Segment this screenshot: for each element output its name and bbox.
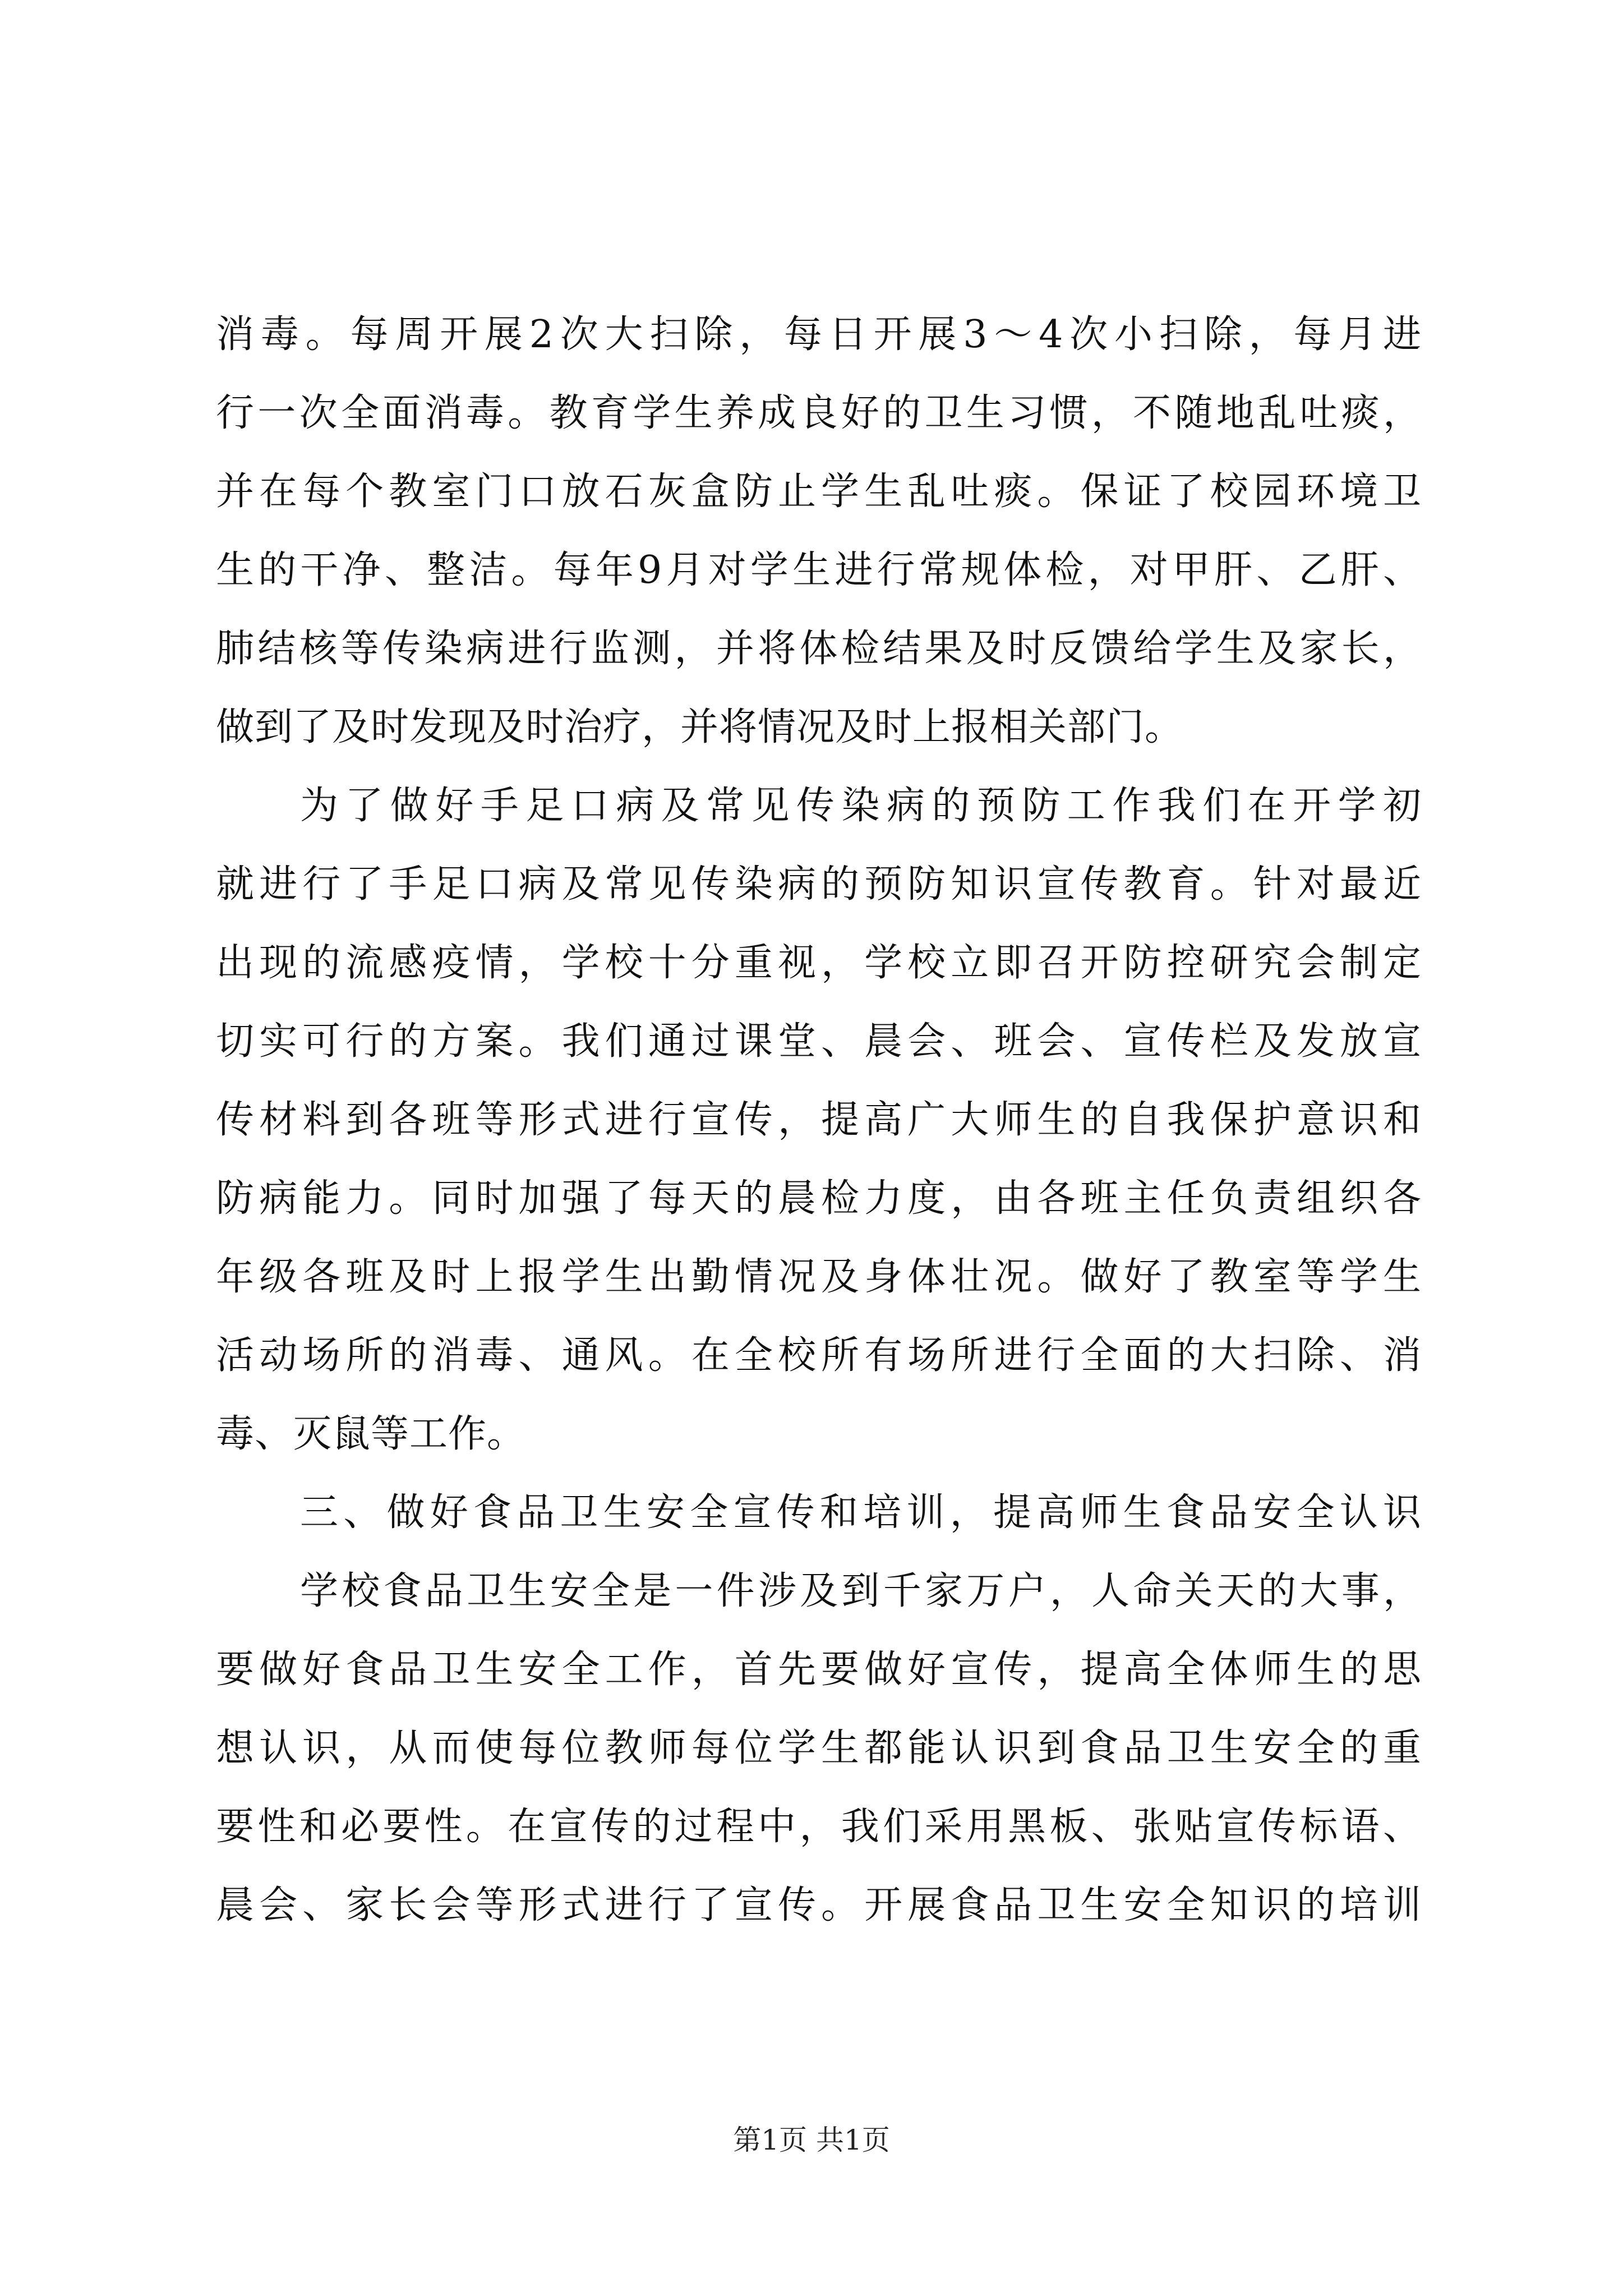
- text-line: 要性和必要性。在宣传的过程中，我们采用黑板、张贴宣传标语、: [216, 1805, 1422, 1849]
- text-line: 并在每个教室门口放石灰盒防止学生乱吐痰。保证了校园环境卫: [216, 470, 1422, 514]
- text-line: 行一次全面消毒。教育学生养成良好的卫生习惯，不随地乱吐痰，: [216, 391, 1422, 435]
- text-line: 生的干净、整洁。每年9月对学生进行常规体检，对甲肝、乙肝、: [216, 548, 1422, 592]
- text-line: 想认识，从而使每位教师每位学生都能认识到食品卫生安全的重: [216, 1726, 1422, 1770]
- text-line: 出现的流感疫情，学校十分重视，学校立即召开防控研究会制定: [216, 941, 1422, 985]
- page-number-label: 第1页 共1页: [733, 2124, 890, 2156]
- text-line: 活动场所的消毒、通风。在全校所有场所进行全面的大扫除、消: [216, 1333, 1422, 1378]
- text-line: 切实可行的方案。我们通过课堂、晨会、班会、宣传栏及发放宣: [216, 1019, 1422, 1064]
- text-line: 晨会、家长会等形式进行了宣传。开展食品卫生安全知识的培训: [216, 1883, 1422, 1927]
- section-heading: 三、做好食品卫生安全宣传和培训，提高师生食品安全认识: [300, 1490, 1422, 1535]
- text-line: 做到了及时发现及时治疗，并将情况及时上报相关部门。: [216, 705, 1184, 749]
- text-line: 毒、灭鼠等工作。: [216, 1412, 526, 1456]
- text-line: 年级各班及时上报学生出勤情况及身体壮况。做好了教室等学生: [216, 1255, 1422, 1299]
- document-body: [216, 296, 1422, 1945]
- page-footer: [0, 2120, 1623, 2160]
- text-line: 肺结核等传染病进行监测，并将体检结果及时反馈给学生及家长，: [216, 627, 1422, 671]
- text-line: 就进行了手足口病及常见传染病的预防知识宣传教育。针对最近: [216, 862, 1422, 907]
- text-line: 要做好食品卫生安全工作，首先要做好宣传，提高全体师生的思: [216, 1648, 1422, 1692]
- text-line: 传材料到各班等形式进行宣传，提高广大师生的自我保护意识和: [216, 1098, 1422, 1142]
- text-line: 为了做好手足口病及常见传染病的预防工作我们在开学初: [300, 784, 1422, 828]
- text-line: 防病能力。同时加强了每天的晨检力度，由各班主任负责组织各: [216, 1176, 1422, 1221]
- text-line: 学校食品卫生安全是一件涉及到千家万户，人命关天的大事，: [300, 1569, 1422, 1613]
- text-line: 消毒。每周开展2次大扫除，每日开展3～4次小扫除，每月进: [216, 312, 1422, 357]
